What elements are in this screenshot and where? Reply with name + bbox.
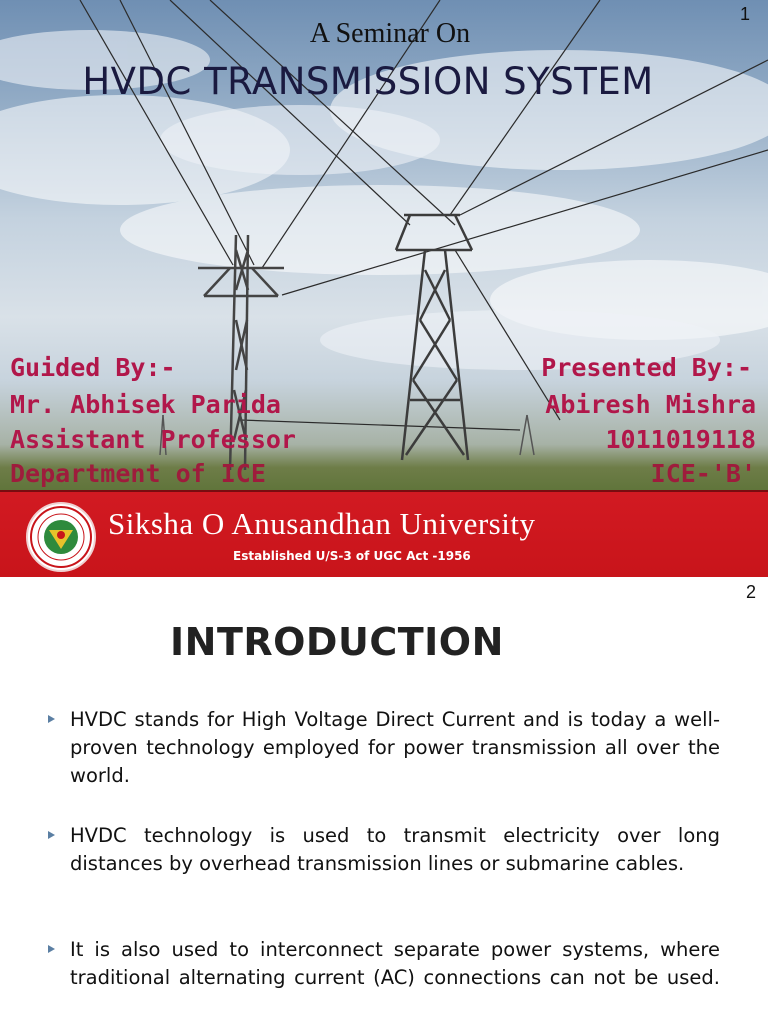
university-subtitle: Established U/S-3 of UGC Act -1956: [233, 549, 471, 563]
university-name: Siksha O Anusandhan University: [108, 506, 536, 541]
bullet-arrow-icon: [48, 715, 55, 723]
slide-number: 2: [745, 582, 756, 602]
bullet-text: HVDC stands for High Voltage Direct Current and is today a well-proven technology employed for power transmission all over the world.: [70, 708, 720, 787]
presenter-roll-number: 1011019118: [605, 425, 756, 454]
presenter-section: ICE-'B': [650, 459, 756, 488]
guide-designation: Assistant Professor: [10, 425, 296, 454]
bullet-text: HVDC technology is used to transmit electricity over long distances by overhead transmission lines or submarine cables.: [70, 824, 720, 875]
slide-number: 1: [739, 4, 750, 24]
presenter-name: Abiresh Mishra: [545, 390, 756, 419]
guide-name: Mr. Abhisek Parida: [10, 390, 281, 419]
list-item: [48, 822, 720, 878]
slide-title: HVDC TRANSMISSION SYSTEM: [82, 60, 654, 103]
university-banner: [0, 490, 768, 577]
seminar-pretitle: A Seminar On: [309, 18, 471, 49]
list-item: [48, 936, 720, 992]
bullet-arrow-icon: [48, 831, 55, 839]
slide-title: INTRODUCTION: [170, 620, 504, 664]
guided-by-heading: Guided By:-: [10, 353, 176, 382]
bullet-text: It is also used to interconnect separate power systems, where traditional alternating current (AC) connections can not be used.: [70, 938, 720, 989]
bullet-arrow-icon: [48, 945, 55, 953]
university-emblem-icon: [26, 502, 96, 572]
guide-department: Department of ICE: [10, 459, 266, 488]
presented-by-heading: Presented By:-: [541, 353, 752, 382]
list-item: [48, 706, 720, 790]
